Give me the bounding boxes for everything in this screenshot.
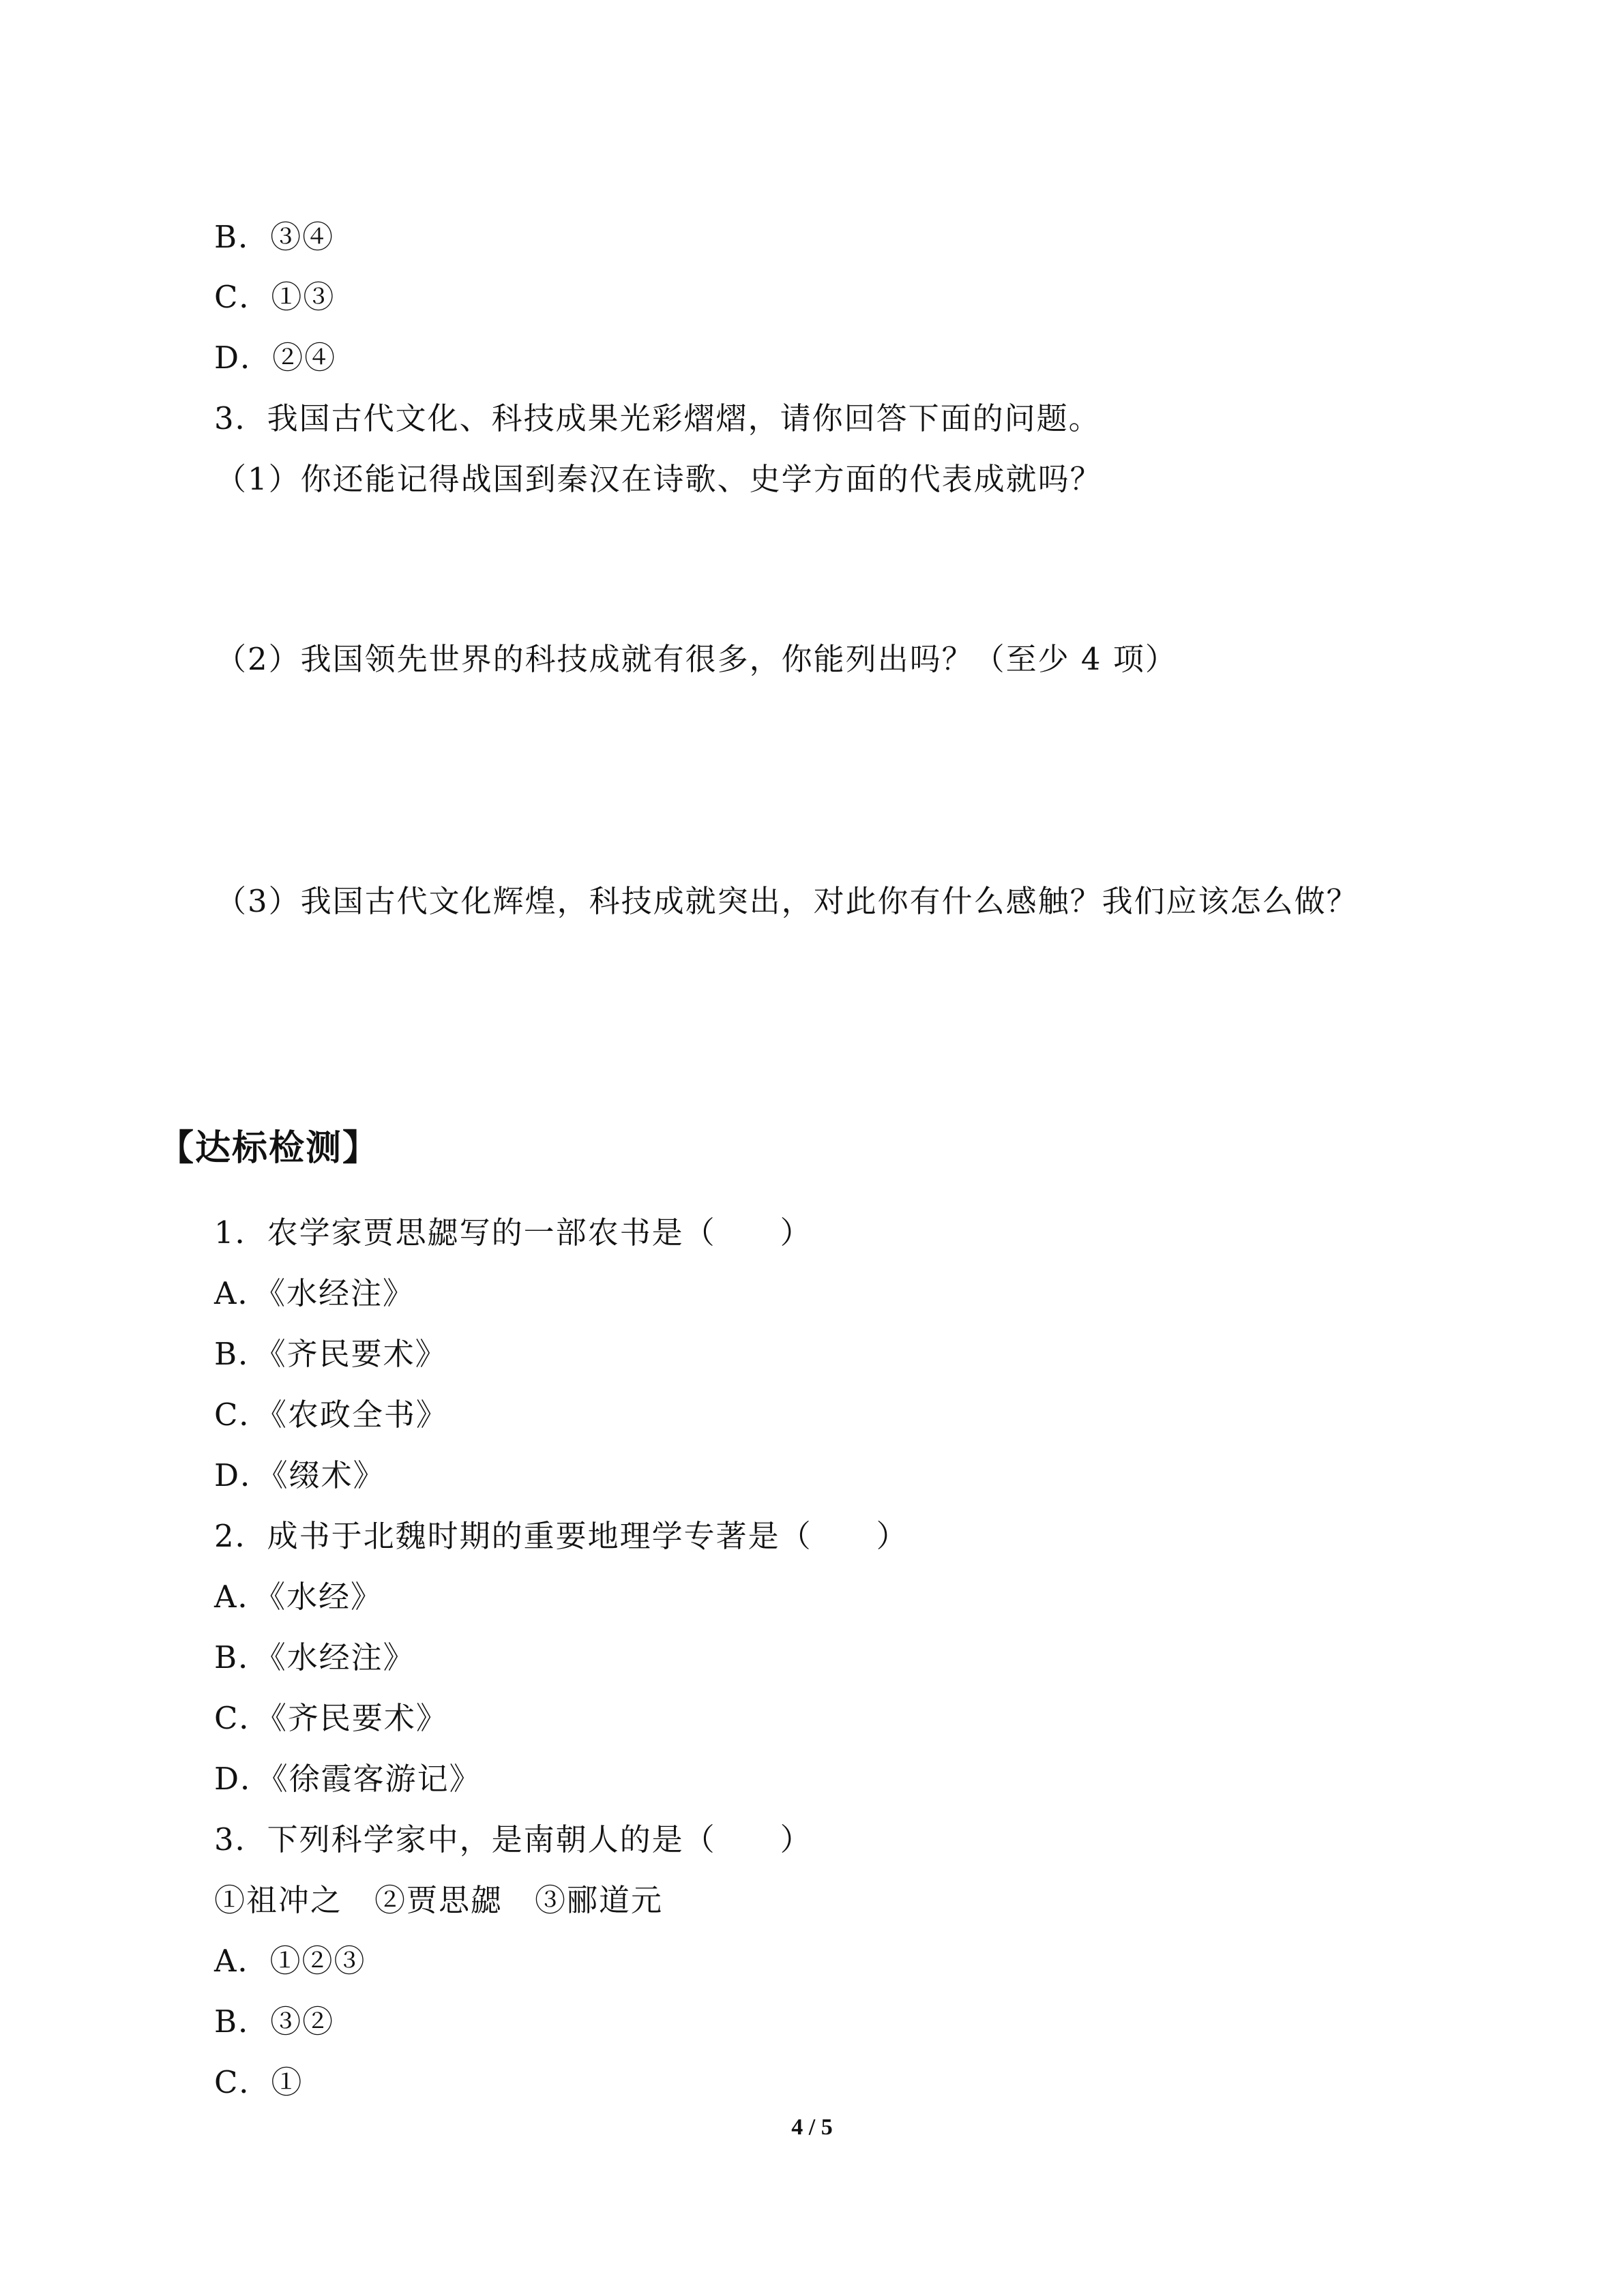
option-a: A．《水经》 (214, 1579, 383, 1615)
option-d: D．②④ (214, 340, 337, 376)
option-b: B．③② (214, 2003, 335, 2040)
option-a: A．①②③ (214, 1943, 366, 1979)
option-d: D．《徐霞客游记》 (214, 1761, 482, 1797)
candidate-list: ①祖冲之 ②贾思勰 ③郦道元 (214, 1882, 664, 1918)
option-c: C．① (214, 2064, 304, 2100)
question-stem: 1．农学家贾思勰写的一部农书是（ ） (214, 1214, 812, 1251)
sub-question-1: （1）你还能记得战国到秦汉在诗歌、史学方面的代表成就吗？ (216, 461, 1102, 497)
option-c: C．①③ (214, 279, 336, 315)
question-stem: 2．成书于北魏时期的重要地理学专著是（ ） (214, 1518, 909, 1554)
option-c: C．《齐民要术》 (214, 1700, 448, 1736)
option-b: B．《齐民要术》 (214, 1336, 447, 1372)
option-d: D．《缀术》 (214, 1457, 385, 1493)
section-title: 【达标检测】 (158, 1128, 380, 1169)
option-b: B．③④ (214, 219, 335, 255)
question-3-stem: 3．我国古代文化、科技成果光彩熠熠，请你回答下面的问题。 (214, 400, 1101, 436)
option-a: A．《水经注》 (214, 1275, 415, 1311)
option-b: B．《水经注》 (214, 1639, 415, 1675)
question-stem: 3．下列科学家中，是南朝人的是（ ） (214, 1821, 812, 1858)
sub-question-2: （2）我国领先世界的科技成就有很多，你能列出吗？（至少 4 项） (216, 641, 1177, 677)
option-c: C．《农政全书》 (214, 1397, 448, 1433)
page-number: 4 / 5 (791, 2115, 833, 2140)
sub-question-3: （3）我国古代文化辉煌，科技成就突出，对此你有什么感触？我们应该怎么做？ (216, 883, 1359, 919)
